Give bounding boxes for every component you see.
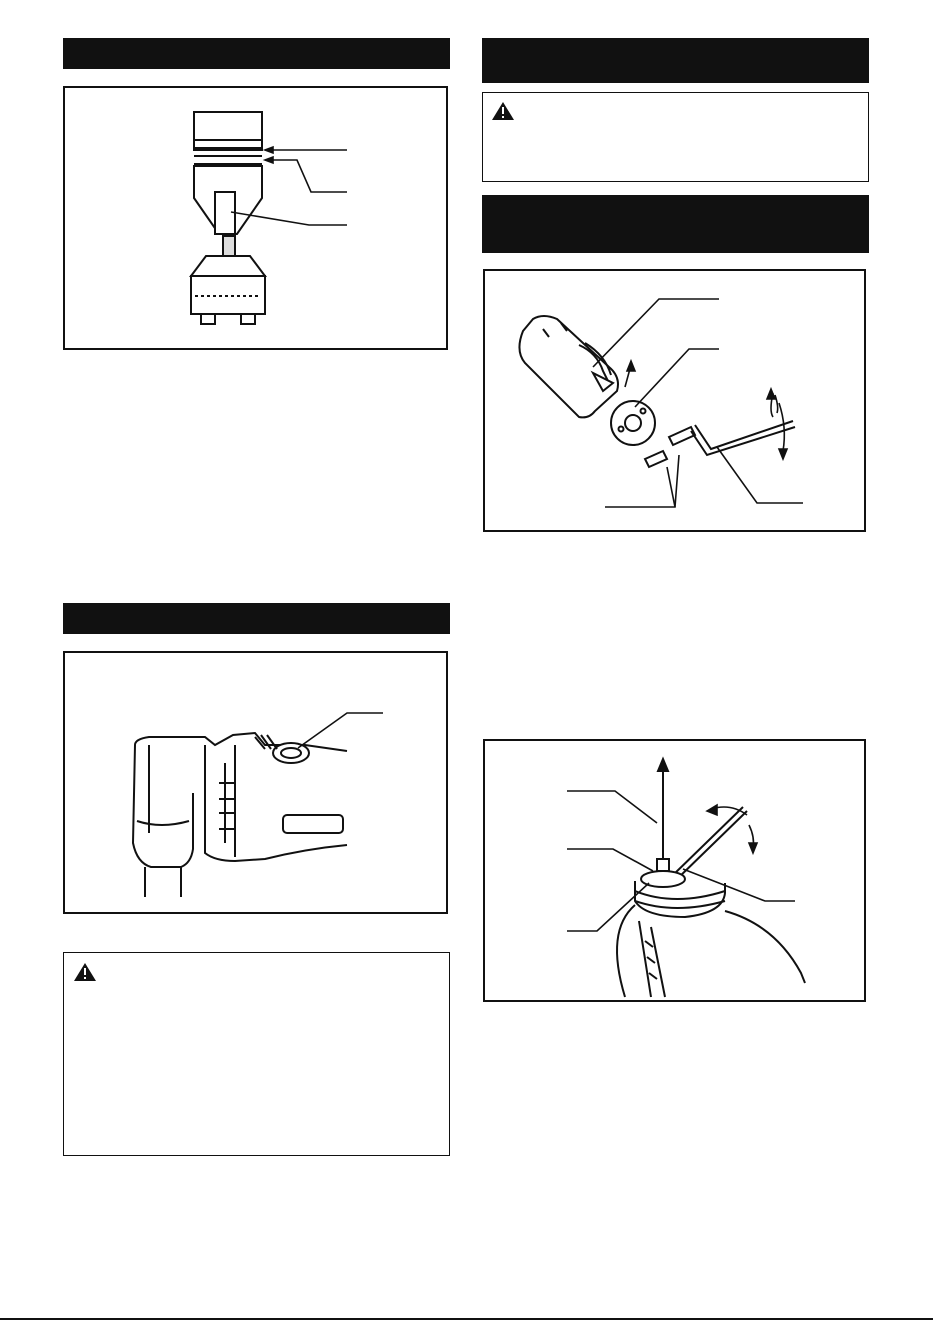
figure-punch-replacement [483, 269, 866, 532]
section-heading-bar-4 [482, 195, 869, 253]
tool-body-illustration [65, 653, 446, 912]
punch-die-illustration [485, 271, 864, 530]
section-heading-bar-3 [482, 38, 869, 83]
page-footer-rule [0, 1318, 933, 1320]
warning-triangle-icon [491, 101, 515, 121]
figure-die-replacement [483, 739, 866, 1002]
caution-box-right [482, 92, 869, 182]
warning-triangle-icon [73, 962, 97, 982]
figure-cut-depth-head [63, 86, 448, 350]
cutter-head-illustration [65, 88, 446, 348]
caution-box-left [63, 952, 450, 1156]
section-heading-bar-2 [63, 603, 450, 634]
figure-switch-tool-body [63, 651, 448, 914]
die-holder-illustration [485, 741, 864, 1000]
section-heading-bar-1 [63, 38, 450, 69]
